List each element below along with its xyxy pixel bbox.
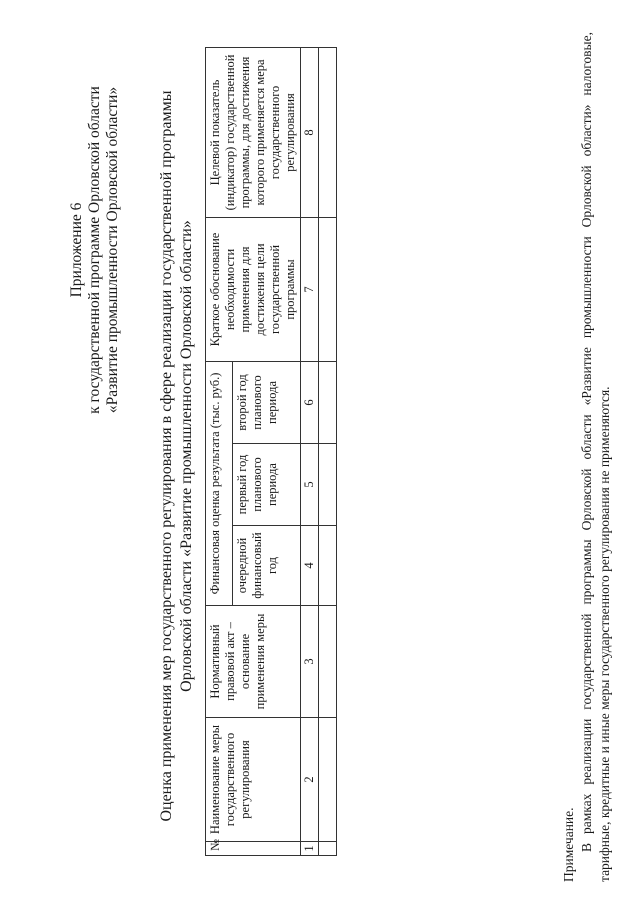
table-cell — [319, 361, 337, 443]
document-title-line-2: Орловской области «Развитие промышленности Орловской области» — [178, 220, 195, 692]
appendix-line-2: к государственной программе Орловской области — [86, 86, 103, 414]
table-cell — [319, 718, 337, 842]
note-text: В рамках реализации государственной программы Орловской области «Развитие промышленности Орловской области» налоговые, тарифные, кредитные и иные меры государственного регулирования не применяются. — [579, 32, 612, 882]
column-number: 1 — [301, 842, 319, 856]
note-label: Примечание. — [561, 807, 576, 882]
header-measure-name: Наименование меры государственного регулирования — [206, 718, 301, 842]
empty-data-row — [319, 47, 337, 855]
regulation-measures-table — [205, 47, 337, 856]
column-number: 2 — [301, 718, 319, 842]
column-number: 6 — [301, 361, 319, 443]
column-number: 3 — [301, 606, 319, 718]
header-first-plan-year: первый год планового периода — [233, 444, 301, 526]
header-next-year: очередной финансовый год — [233, 526, 301, 606]
column-number: 5 — [301, 444, 319, 526]
table-cell — [319, 47, 337, 217]
footnote — [560, 32, 614, 882]
header-num: № — [206, 842, 301, 856]
header-second-plan-year: второй год планового периода — [233, 361, 301, 443]
table-header-row — [206, 47, 233, 855]
header-financial-assessment: Финансовая оценка результата (тыс. руб.) — [206, 361, 233, 605]
appendix-line-1: Приложение 6 — [68, 202, 85, 298]
column-number: 7 — [301, 217, 319, 361]
column-number: 8 — [301, 47, 319, 217]
header-justification: Краткое обоснование необходимости применения для достижения цели государственной программы — [206, 217, 301, 361]
table-cell — [319, 444, 337, 526]
table-cell — [319, 526, 337, 606]
appendix-header — [68, 40, 122, 460]
column-number: 4 — [301, 526, 319, 606]
header-legal-act: Нормативный правовой акт – основание применения меры — [206, 606, 301, 718]
header-target-indicator: Целевой показатель (индикатор) государственной программы, для достижения которого применяется мера государственного регулирования — [206, 47, 301, 217]
document-title-line-1: Оценка применения мер государственного регулирования в сфере реализации государственной программы — [158, 90, 175, 822]
table-cell — [319, 842, 337, 856]
table-cell — [319, 217, 337, 361]
appendix-line-3: «Развитие промышленности Орловской области» — [104, 86, 121, 414]
column-number-row — [301, 47, 319, 855]
table-cell — [319, 606, 337, 718]
